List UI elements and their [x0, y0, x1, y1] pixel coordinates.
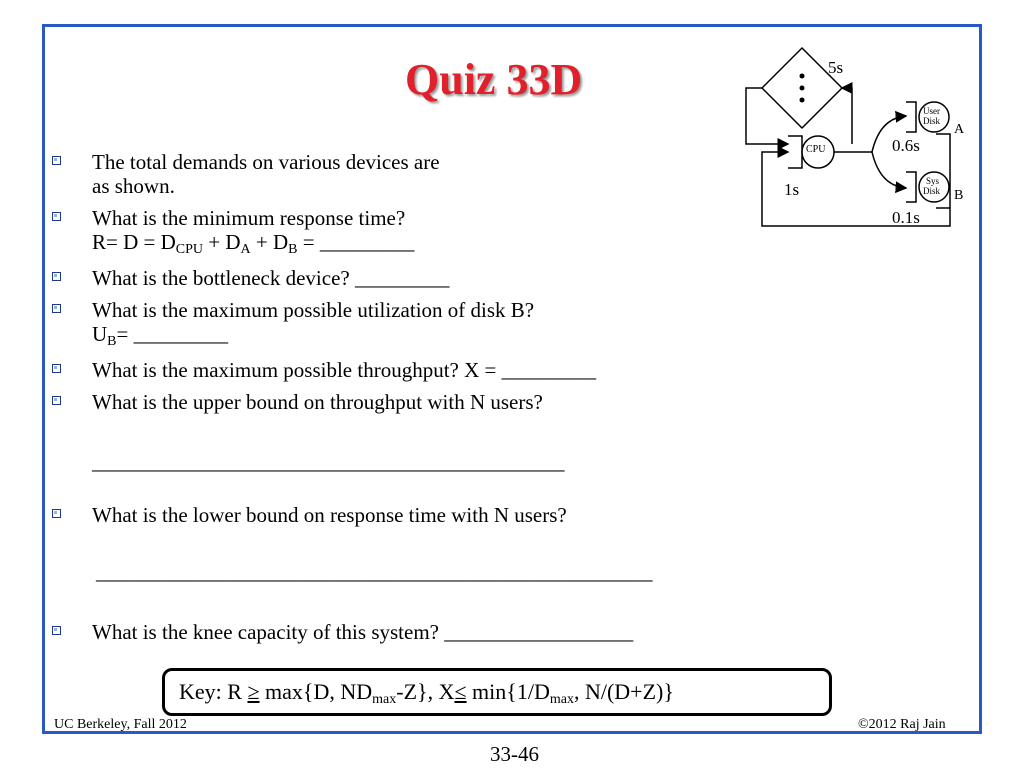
user-disk-label-1: User: [923, 106, 940, 116]
question-text: What is the minimum response time?: [92, 206, 406, 230]
bullet-icon: [52, 626, 61, 635]
page-number: 33-46: [490, 742, 539, 766]
think-time-label: 5s: [828, 58, 844, 77]
bullet-icon: [52, 272, 61, 281]
question-text: What is the maximum possible utilization of disk B?: [92, 298, 535, 322]
user-disk-label-2: Disk: [923, 116, 941, 126]
bullet-icon: [52, 156, 61, 165]
answer-blank: _____________________________________________: [92, 450, 565, 474]
cpu-queue: [788, 136, 802, 168]
sys-disk-label-1: Sys: [926, 176, 940, 186]
question-text: What is the knee capacity of this system? __________________: [92, 620, 634, 644]
cpu-demand-label: 1s: [784, 180, 800, 199]
slide-title: Quiz 33D: [405, 55, 583, 104]
cpu-label: CPU: [806, 144, 826, 155]
formula-utilization: $U_B=$ _________: [92, 322, 229, 349]
footer-left: UC Berkeley, Fall 2012: [54, 717, 187, 732]
question-text: What is the lower bound on response time with N users?: [92, 503, 567, 527]
user-disk-id: A: [954, 122, 965, 137]
sys-disk-label-2: Disk: [923, 186, 941, 196]
diagram-lines: [740, 40, 980, 235]
bullet-icon: [52, 212, 61, 221]
sys-disk-id: B: [954, 188, 964, 203]
bullet-icon: [52, 509, 61, 518]
bullet-icon: [52, 304, 61, 313]
bullet-icon: [52, 364, 61, 373]
question-text: What is the upper bound on throughput with N users?: [92, 390, 543, 414]
answer-blank: _____________________________________________________: [96, 560, 653, 584]
question-text: The total demands on various devices are: [92, 150, 440, 174]
question-text: What is the bottleneck device? _________: [92, 266, 450, 290]
sys-disk-demand-label: 0.1s: [892, 208, 920, 227]
user-disk-demand-label: 0.6s: [892, 136, 920, 155]
bullet-icon: [52, 396, 61, 405]
key-formula-box: Key: R ≥ max{D, $ND_{max}-Z$}, $X\le \min\{1/D_{max}$, N/(D+Z)}: [162, 668, 832, 716]
footer-right: ©2012 Raj Jain: [858, 717, 946, 732]
queueing-network-diagram: [740, 40, 980, 240]
question-text: What is the maximum possible throughput? X = _________: [92, 358, 597, 382]
question-text-cont: as shown.: [92, 174, 175, 198]
formula-response-time: $R= D = D_{CPU} + D_A + D_B$ = _________: [92, 230, 415, 257]
